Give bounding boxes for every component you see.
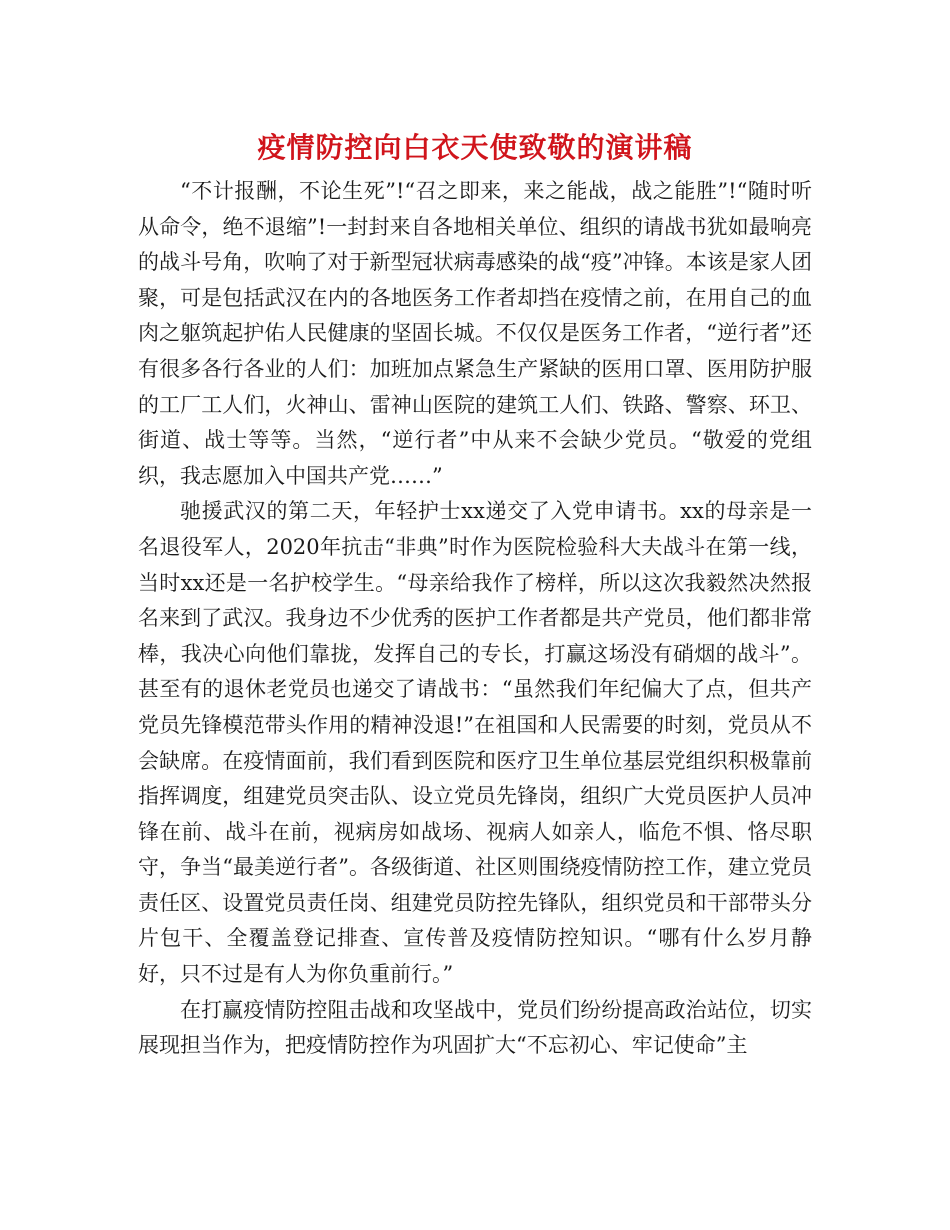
document-body <box>138 174 812 1064</box>
document-title: 疫情防控向白衣天使致敬的演讲稿 <box>257 131 693 164</box>
paragraph-2: 驰援武汉的第二天，年轻护士xx递交了入党申请书。xx的母亲是一名退役军人，2020年抗击“非典”时作为医院检验科大夫战斗在第一线，当时xx还是一名护校学生。“母亲给我作了榜样，所以这次我毅然决然报名来到了武汉。我身边不少优秀的医护工作者都是共产党员，他们都非常棒，我决心向他们靠拢，发挥自己的专长，打赢这场没有硝烟的战斗”。甚至有的退休老党员也递交了请战书：“虽然我们年纪偏大了点，但共产党员先锋模范带头作用的精神没退!”在祖国和人民需要的时刻，党员从不会缺席。在疫情面前，我们看到医院和医疗卫生单位基层党组织积极靠前指挥调度，组建党员突击队、设立党员先锋岗，组织广大党员医护人员冲锋在前、战斗在前，视病房如战场、视病人如亲人，临危不惧、恪尽职守，争当“最美逆行者”。各级街道、社区则围绕疫情防控工作，建立党员责任区、设置党员责任岗、组建党员防控先锋队，组织党员和干部带头分片包干、全覆盖登记排查、宣传普及疫情防控知识。“哪有什么岁月静好，只不过是有人为你负重前行。” <box>138 499 812 987</box>
paragraph-3: 在打赢疫情防控阻击战和攻坚战中，党员们纷纷提高政治站位，切实展现担当作为，把疫情防控作为巩固扩大“不忘初心、牢记使命”主 <box>138 997 812 1058</box>
paragraph-1: “不计报酬，不论生死”!“召之即来，来之能战，战之能胜”!“随时听从命令，绝不退缩”!一封封来自各地相关单位、组织的请战书犹如最响亮的战斗号角，吹响了对于新型冠状病毒感染的战“疫”冲锋。本该是家人团聚，可是包括武汉在内的各地医务工作者却挡在疫情之前，在用自己的血肉之躯筑起护佑人民健康的坚固长城。不仅仅是医务工作者，“逆行者”还有很多各行各业的人们：加班加点紧急生产紧缺的医用口罩、医用防护服的工厂工人们，火神山、雷神山医院的建筑工人们、铁路、警察、环卫、街道、战士等等。当然，“逆行者”中从来不会缺少党员。“敬爱的党组织，我志愿加入中国共产党……” <box>138 179 812 488</box>
